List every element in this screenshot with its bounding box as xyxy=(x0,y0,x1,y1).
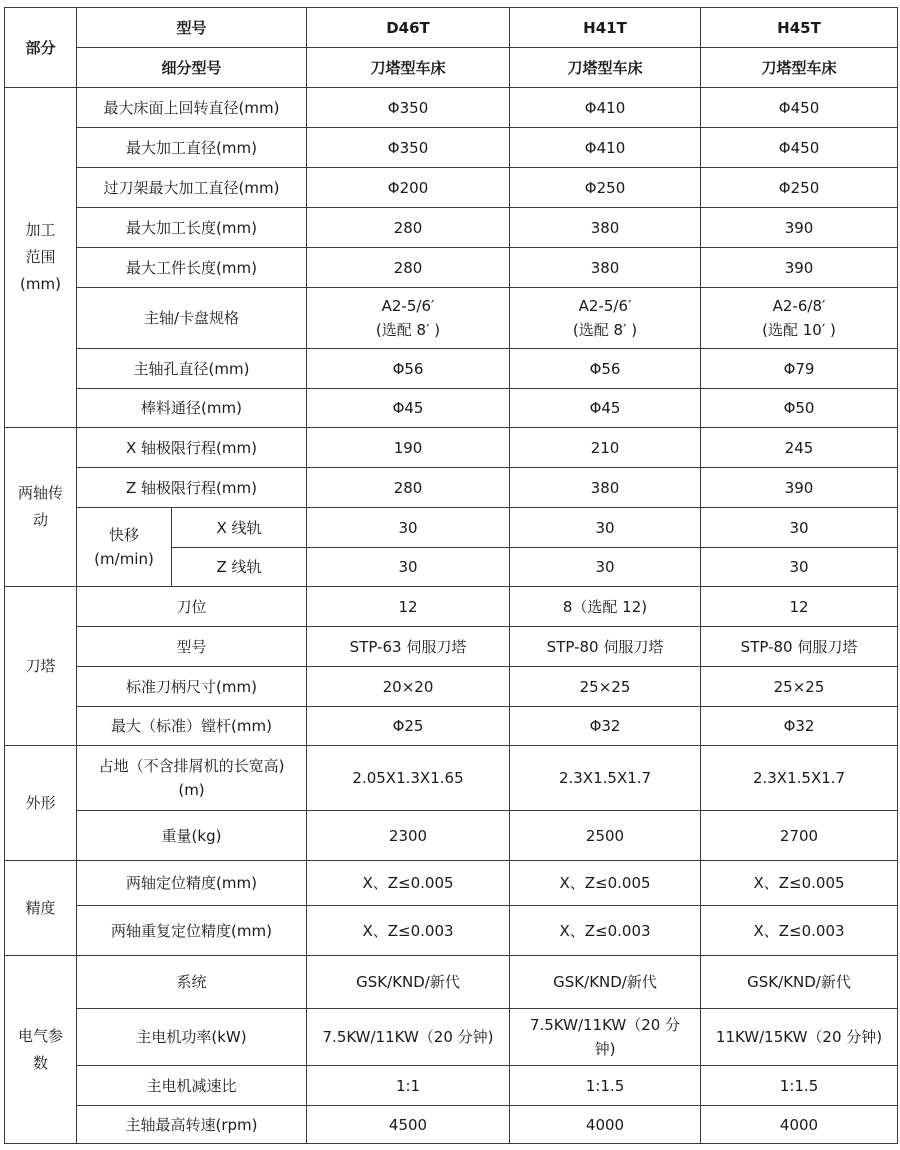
cell-value: 2500 xyxy=(510,811,701,861)
row-label: X 线轨 xyxy=(172,508,307,548)
table-row xyxy=(5,667,898,707)
cell-value: 30 xyxy=(307,508,510,548)
cell-value: 380 xyxy=(510,248,701,288)
model-label: 型号 xyxy=(77,8,307,48)
section-shape: 外形 xyxy=(5,746,77,861)
table-row xyxy=(5,468,898,508)
cell-value: 390 xyxy=(701,208,898,248)
table-row xyxy=(5,1009,898,1066)
cell-value: Φ410 xyxy=(510,128,701,168)
cell-value: X、Z≤0.005 xyxy=(510,861,701,906)
table-row xyxy=(5,587,898,627)
row-label: Z 轴极限行程(mm) xyxy=(77,468,307,508)
cell-value: Φ56 xyxy=(307,349,510,389)
cell-value: 12 xyxy=(307,587,510,627)
cell-value: STP-80 伺服刀塔 xyxy=(701,627,898,667)
section-axis: 两轴传 动 xyxy=(5,428,77,587)
row-label: 棒料通径(mm) xyxy=(77,389,307,428)
table-row xyxy=(5,627,898,667)
cell-value: Φ32 xyxy=(701,707,898,746)
cell-value: 30 xyxy=(307,548,510,587)
row-label: 两轴重复定位精度(mm) xyxy=(77,906,307,956)
row-label: 最大工件长度(mm) xyxy=(77,248,307,288)
cell-value: 380 xyxy=(510,208,701,248)
table-row xyxy=(5,811,898,861)
cell-value: X、Z≤0.003 xyxy=(307,906,510,956)
cell-value: 2.3X1.5X1.7 xyxy=(510,746,701,811)
table-row xyxy=(5,508,898,548)
cell-value: 1:1 xyxy=(307,1066,510,1106)
cell-value: 280 xyxy=(307,208,510,248)
cell-value: GSK/KND/新代 xyxy=(307,956,510,1009)
cell-value: A2-6/8′ (选配 10′ ) xyxy=(701,288,898,349)
cell-value: 25×25 xyxy=(701,667,898,707)
cell-value: 4000 xyxy=(510,1106,701,1144)
cell-value: 2.05X1.3X1.65 xyxy=(307,746,510,811)
cell-value: 2700 xyxy=(701,811,898,861)
cell-value: Φ200 xyxy=(307,168,510,208)
cell-value: 2300 xyxy=(307,811,510,861)
section-processing: 加工 范围 (mm) xyxy=(5,88,77,428)
cell-value: 30 xyxy=(510,508,701,548)
table-row xyxy=(5,1106,898,1144)
cell-value: X、Z≤0.005 xyxy=(701,861,898,906)
cell-value: 30 xyxy=(510,548,701,587)
cell-value: 2.3X1.5X1.7 xyxy=(701,746,898,811)
row-label: 主轴/卡盘规格 xyxy=(77,288,307,349)
cell-value: 1:1.5 xyxy=(701,1066,898,1106)
cell-value: 7.5KW/11KW（20 分钟) xyxy=(307,1009,510,1066)
table-row xyxy=(5,208,898,248)
cell-value: Φ410 xyxy=(510,88,701,128)
cell-value: 210 xyxy=(510,428,701,468)
row-label: 最大床面上回转直径(mm) xyxy=(77,88,307,128)
submodel-h45t: 刀塔型车床 xyxy=(701,48,898,88)
cell-value: 12 xyxy=(701,587,898,627)
model-h45t: H45T xyxy=(701,8,898,48)
row-label: 最大加工长度(mm) xyxy=(77,208,307,248)
submodel-label: 细分型号 xyxy=(77,48,307,88)
row-label: X 轴极限行程(mm) xyxy=(77,428,307,468)
cell-value: Φ350 xyxy=(307,88,510,128)
cell-value: A2-5/6′ (选配 8′ ) xyxy=(307,288,510,349)
rapid-label: 快移 (m/min) xyxy=(77,508,172,587)
header-row-model xyxy=(5,8,898,48)
row-label: 主轴孔直径(mm) xyxy=(77,349,307,389)
cell-value: 20×20 xyxy=(307,667,510,707)
row-label: 过刀架最大加工直径(mm) xyxy=(77,168,307,208)
cell-value: 25×25 xyxy=(510,667,701,707)
table-row xyxy=(5,956,898,1009)
row-label: 占地（不含排屑机的长宽高) (m) xyxy=(77,746,307,811)
cell-value: 245 xyxy=(701,428,898,468)
cell-value: 30 xyxy=(701,548,898,587)
cell-value: 8（选配 12) xyxy=(510,587,701,627)
cell-value: 30 xyxy=(701,508,898,548)
submodel-d46t: 刀塔型车床 xyxy=(307,48,510,88)
cell-value: Φ56 xyxy=(510,349,701,389)
model-d46t: D46T xyxy=(307,8,510,48)
section-precision: 精度 xyxy=(5,861,77,956)
cell-value: 4500 xyxy=(307,1106,510,1144)
table-row xyxy=(5,746,898,811)
table-row xyxy=(5,428,898,468)
header-row-submodel xyxy=(5,48,898,88)
cell-value: 4000 xyxy=(701,1106,898,1144)
row-label: 系统 xyxy=(77,956,307,1009)
cell-value: GSK/KND/新代 xyxy=(701,956,898,1009)
cell-value: STP-63 伺服刀塔 xyxy=(307,627,510,667)
spec-table xyxy=(4,7,898,1144)
cell-value: Φ450 xyxy=(701,128,898,168)
cell-value: A2-5/6′ (选配 8′ ) xyxy=(510,288,701,349)
row-label: 主轴最高转速(rpm) xyxy=(77,1106,307,1144)
model-h41t: H41T xyxy=(510,8,701,48)
cell-value: 11KW/15KW（20 分钟) xyxy=(701,1009,898,1066)
row-label: 最大（标准）镗杆(mm) xyxy=(77,707,307,746)
cell-value: Φ250 xyxy=(701,168,898,208)
cell-value: X、Z≤0.005 xyxy=(307,861,510,906)
section-header: 部分 xyxy=(5,8,77,88)
cell-value: GSK/KND/新代 xyxy=(510,956,701,1009)
table-row xyxy=(5,168,898,208)
table-row xyxy=(5,1066,898,1106)
row-label: 刀位 xyxy=(77,587,307,627)
row-label: 标准刀柄尺寸(mm) xyxy=(77,667,307,707)
cell-value: Φ350 xyxy=(307,128,510,168)
cell-value: 190 xyxy=(307,428,510,468)
row-label: 两轴定位精度(mm) xyxy=(77,861,307,906)
table-row xyxy=(5,906,898,956)
cell-value: Φ32 xyxy=(510,707,701,746)
cell-value: 280 xyxy=(307,248,510,288)
cell-value: Φ79 xyxy=(701,349,898,389)
cell-value: 390 xyxy=(701,248,898,288)
submodel-h41t: 刀塔型车床 xyxy=(510,48,701,88)
table-row xyxy=(5,288,898,349)
cell-value: 380 xyxy=(510,468,701,508)
cell-value: Φ450 xyxy=(701,88,898,128)
cell-value: Φ45 xyxy=(510,389,701,428)
table-row xyxy=(5,389,898,428)
cell-value: Φ50 xyxy=(701,389,898,428)
row-label: 主电机功率(kW) xyxy=(77,1009,307,1066)
row-label: 最大加工直径(mm) xyxy=(77,128,307,168)
cell-value: 390 xyxy=(701,468,898,508)
cell-value: X、Z≤0.003 xyxy=(701,906,898,956)
cell-value: Φ25 xyxy=(307,707,510,746)
row-label: 重量(kg) xyxy=(77,811,307,861)
section-turret: 刀塔 xyxy=(5,587,77,746)
table-row xyxy=(5,861,898,906)
cell-value: 7.5KW/11KW（20 分 钟) xyxy=(510,1009,701,1066)
row-label: 主电机减速比 xyxy=(77,1066,307,1106)
cell-value: 1:1.5 xyxy=(510,1066,701,1106)
cell-value: Φ250 xyxy=(510,168,701,208)
row-label: Z 线轨 xyxy=(172,548,307,587)
table-row xyxy=(5,128,898,168)
table-row xyxy=(5,88,898,128)
table-row xyxy=(5,248,898,288)
row-label: 型号 xyxy=(77,627,307,667)
cell-value: 280 xyxy=(307,468,510,508)
cell-value: Φ45 xyxy=(307,389,510,428)
cell-value: X、Z≤0.003 xyxy=(510,906,701,956)
table-row xyxy=(5,349,898,389)
section-electrical: 电气参 数 xyxy=(5,956,77,1144)
table-row xyxy=(5,707,898,746)
cell-value: STP-80 伺服刀塔 xyxy=(510,627,701,667)
